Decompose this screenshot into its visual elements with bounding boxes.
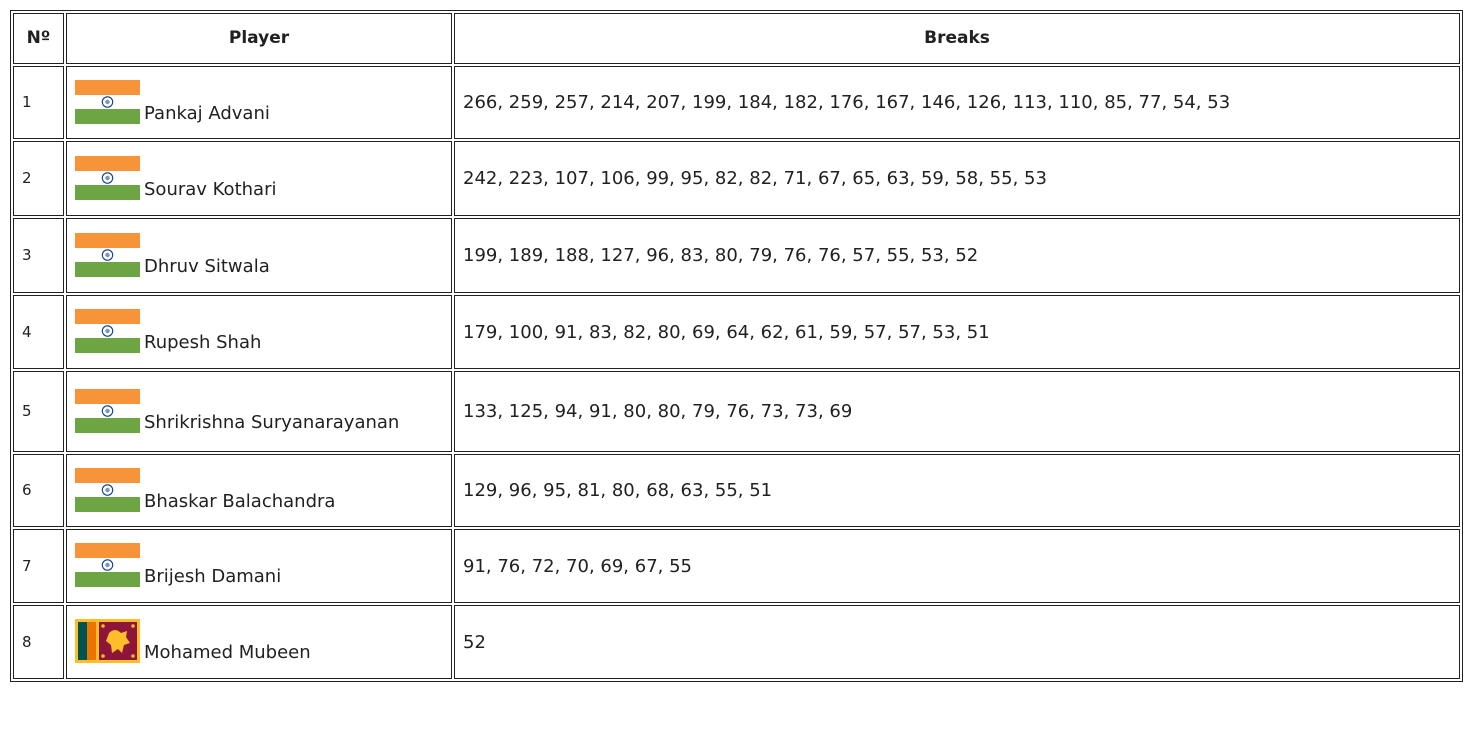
india-flag-icon <box>75 468 140 512</box>
row-number: 4 <box>13 295 64 369</box>
breaks-list: 242, 223, 107, 106, 99, 95, 82, 82, 71, 67, 65, 63, 59, 58, 55, 53 <box>454 141 1460 216</box>
player-name-link[interactable]: Sourav Kothari <box>144 178 277 200</box>
breaks-list: 52 <box>454 605 1460 679</box>
row-number: 2 <box>13 141 64 216</box>
row-number: 1 <box>13 66 64 139</box>
table-row <box>13 295 1460 369</box>
player-cell <box>66 141 452 216</box>
header-player: Player <box>66 13 452 64</box>
table-row <box>13 454 1460 527</box>
player-cell <box>66 66 452 139</box>
player-cell <box>66 295 452 369</box>
row-number: 8 <box>13 605 64 679</box>
player-name-link[interactable]: Mohamed Mubeen <box>144 642 311 663</box>
table-row <box>13 141 1460 216</box>
player-name-link[interactable]: Rupesh Shah <box>144 332 262 353</box>
player-cell <box>66 218 452 293</box>
india-flag-icon <box>75 543 140 587</box>
table-row <box>13 529 1460 603</box>
india-flag-icon <box>75 156 140 200</box>
player-name-link[interactable]: Dhruv Sitwala <box>144 255 270 277</box>
player-cell <box>66 605 452 679</box>
breaks-list: 133, 125, 94, 91, 80, 80, 79, 76, 73, 73, 69 <box>454 371 1460 452</box>
india-flag-icon <box>75 233 140 277</box>
player-name-link[interactable]: Pankaj Advani <box>144 102 270 124</box>
row-number: 7 <box>13 529 64 603</box>
player-cell <box>66 371 452 452</box>
player-name-link[interactable]: Shrikrishna Suryanarayanan <box>144 411 400 433</box>
header-row <box>13 13 1460 64</box>
player-name-link[interactable]: Bhaskar Balachandra <box>144 490 336 512</box>
player-name-link[interactable]: Brijesh Damani <box>144 566 282 587</box>
table-row <box>13 605 1460 679</box>
table-row <box>13 218 1460 293</box>
india-flag-icon <box>75 389 140 433</box>
row-number: 3 <box>13 218 64 293</box>
breaks-list: 179, 100, 91, 83, 82, 80, 69, 64, 62, 61, 59, 57, 57, 53, 51 <box>454 295 1460 369</box>
header-number: Nº <box>13 13 64 64</box>
century-breaks-table <box>10 10 1463 682</box>
row-number: 5 <box>13 371 64 452</box>
row-number: 6 <box>13 454 64 527</box>
breaks-list: 91, 76, 72, 70, 69, 67, 55 <box>454 529 1460 603</box>
table-row <box>13 371 1460 452</box>
india-flag-icon <box>75 309 140 353</box>
header-breaks: Breaks <box>454 13 1460 64</box>
india-flag-icon <box>75 80 140 124</box>
player-cell <box>66 529 452 603</box>
breaks-list: 129, 96, 95, 81, 80, 68, 63, 55, 51 <box>454 454 1460 527</box>
breaks-list: 266, 259, 257, 214, 207, 199, 184, 182, 176, 167, 146, 126, 113, 110, 85, 77, 54, 53 <box>454 66 1460 139</box>
table-row <box>13 66 1460 139</box>
breaks-list: 199, 189, 188, 127, 96, 83, 80, 79, 76, 76, 57, 55, 53, 52 <box>454 218 1460 293</box>
player-cell <box>66 454 452 527</box>
sri-lanka-flag-icon <box>75 619 140 663</box>
